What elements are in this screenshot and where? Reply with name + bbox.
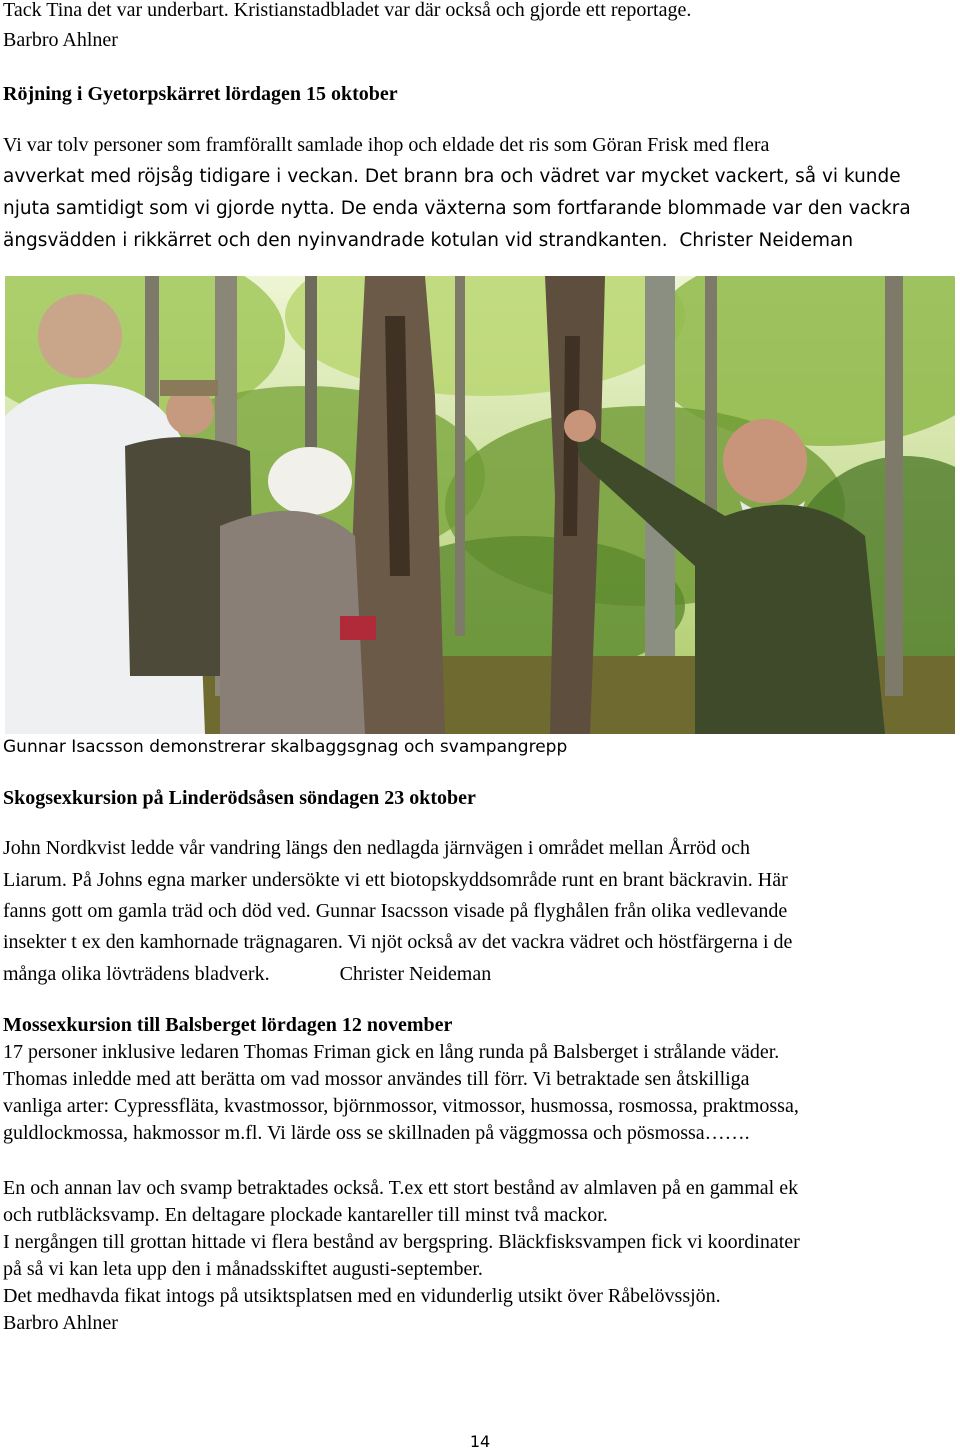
moss-author: Barbro Ahlner xyxy=(3,1312,118,1334)
skog-author: Christer Neideman xyxy=(339,963,492,985)
rojning-text-line-4 xyxy=(3,229,853,253)
rojning-text-line-2: avverkat med röjsåg tidigare i veckan. Det brann bra och vädret var mycket vackert, så vi kunde xyxy=(3,166,901,187)
page-number: 14 xyxy=(469,1432,491,1451)
moss-text-line-7: I nergången till grottan hittade vi flera bestånd av bergspring. Bläckfisksvampen fick vi koordinater xyxy=(3,1231,800,1253)
moss-text-line-4: guldlockmossa, hakmossor m.fl. Vi lärde oss se skillnaden på väggmossa och pösmossa……. xyxy=(3,1122,750,1144)
moss-text-line-6: och rutbläcksvamp. En deltagare plockade kantareller till minst två mackor. xyxy=(3,1204,608,1226)
moss-text-line-8: på så vi kan leta upp den i månadsskiftet augusti-september. xyxy=(3,1258,483,1280)
section-heading-mossexkursion: Mossexkursion till Balsberget lördagen 12 november xyxy=(3,1014,453,1036)
moss-text-line-9: Det medhavda fikat intogs på utsiktsplatsen med en vidunderlig utsikt över Råbelövssjön. xyxy=(3,1285,721,1307)
moss-text-line-1: 17 personer inklusive ledaren Thomas Friman gick en lång runda på Balsberget i strålande väder. xyxy=(3,1041,780,1063)
rojning-author: Christer Neideman xyxy=(679,230,854,251)
forest-photo xyxy=(5,276,955,734)
skog-text-line-4: insekter t ex den kamhornade trägnagaren. Vi njöt också av det vackra vädret och höstfärgerna i de xyxy=(3,931,793,953)
skog-text-line-5-body: många olika lövträdens bladverk. xyxy=(3,963,270,985)
skog-text-line-5 xyxy=(3,962,491,986)
rojning-text-line-1: Vi var tolv personer som framförallt samlade ihop och eldade det ris som Göran Frisk med flera xyxy=(3,134,770,156)
rojning-text-line-4-body: ängsvädden i rikkärret och den nyinvandrade kotulan vid strandkanten. xyxy=(3,230,668,251)
section-heading-rojning: Röjning i Gyetorpskärret lördagen 15 oktober xyxy=(3,83,398,105)
moss-text-line-2: Thomas inledde med att berätta om vad mossor användes till förr. Vi betraktade sen åtskilliga xyxy=(3,1068,750,1090)
skog-text-line-1: John Nordkvist ledde vår vandring längs den nedlagda järnvägen i området mellan Årröd och xyxy=(3,837,751,859)
skog-text-line-2: Liarum. På Johns egna marker undersökte vi ett biotopskyddsområde runt en brant bäckravin. Här xyxy=(3,869,788,891)
moss-text-line-3: vanliga arter: Cypressfläta, kvastmossor, björnmossor, vitmossor, husmossa, rosmossa, praktmossa, xyxy=(3,1095,799,1117)
rojning-text-line-3: njuta samtidigt som vi gjorde nytta. De enda växterna som fortfarande blommade var den vackra xyxy=(3,198,911,219)
photo-caption: Gunnar Isacsson demonstrerar skalbaggsgnag och svampangrepp xyxy=(3,737,568,757)
moss-text-line-5: En och annan lav och svamp betraktades också. T.ex ett stort bestånd av almlaven på en gammal ek xyxy=(3,1177,799,1199)
skog-text-line-3: fanns gott om gamla träd och död ved. Gunnar Isacsson visade på flyghålen från olika vedlevande xyxy=(3,900,788,922)
intro-text-line: Tack Tina det var underbart. Kristianstadbladet var där också och gjorde ett reportage. xyxy=(3,0,692,21)
forest-photo-illustration xyxy=(5,276,955,734)
section-heading-skogsexkursion: Skogsexkursion på Linderödsåsen söndagen 23 oktober xyxy=(3,787,476,809)
intro-author: Barbro Ahlner xyxy=(3,29,118,51)
